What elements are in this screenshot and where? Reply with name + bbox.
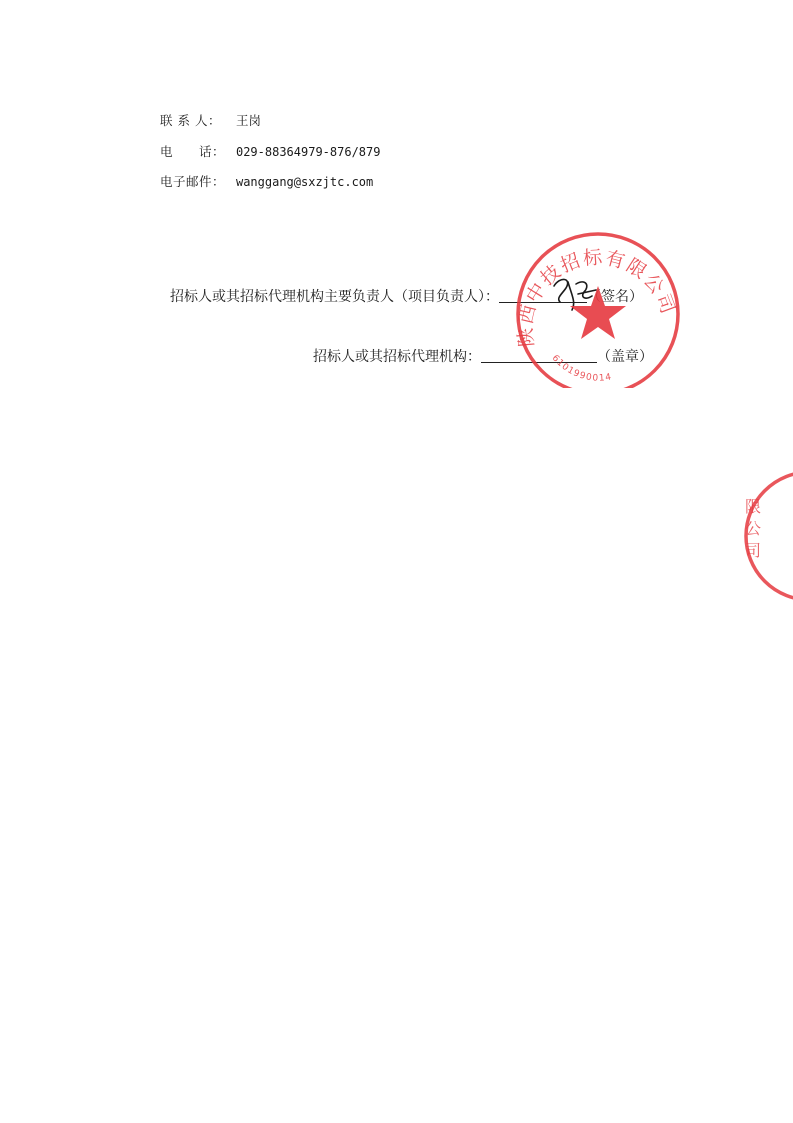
principal-signature-label: 招标人或其招标代理机构主要负责人（项目负责人）： <box>170 289 499 305</box>
contact-person-label: 联 系 人： <box>160 113 221 128</box>
contact-email-value: wanggang@sxzjtc.com <box>235 175 374 189</box>
contact-email-row <box>160 173 373 191</box>
seal-star-icon <box>570 286 626 339</box>
agency-seal-label: 招标人或其招标代理机构： <box>313 349 481 365</box>
contact-phone-row <box>160 143 380 161</box>
partial-seal-stamp <box>730 468 793 608</box>
contact-person-value: 王岗 <box>235 113 261 128</box>
agency-seal-suffix: （盖章） <box>597 349 653 365</box>
contact-phone-label: 电 话： <box>160 144 226 159</box>
partial-seal-text: 限公司 <box>742 498 762 564</box>
seal-text: 陕西中技招标有限公司 <box>514 246 680 348</box>
svg-text:6101990014 <box>550 353 613 383</box>
company-seal-stamp <box>512 228 684 388</box>
seal-number: 6101990014 <box>549 353 613 384</box>
principal-signature-suffix: （签名） <box>587 289 643 305</box>
contact-phone-value: 029-88364979-876/879 <box>235 145 381 159</box>
contact-email-label: 电子邮件： <box>160 174 226 189</box>
contact-person-row <box>160 112 261 130</box>
